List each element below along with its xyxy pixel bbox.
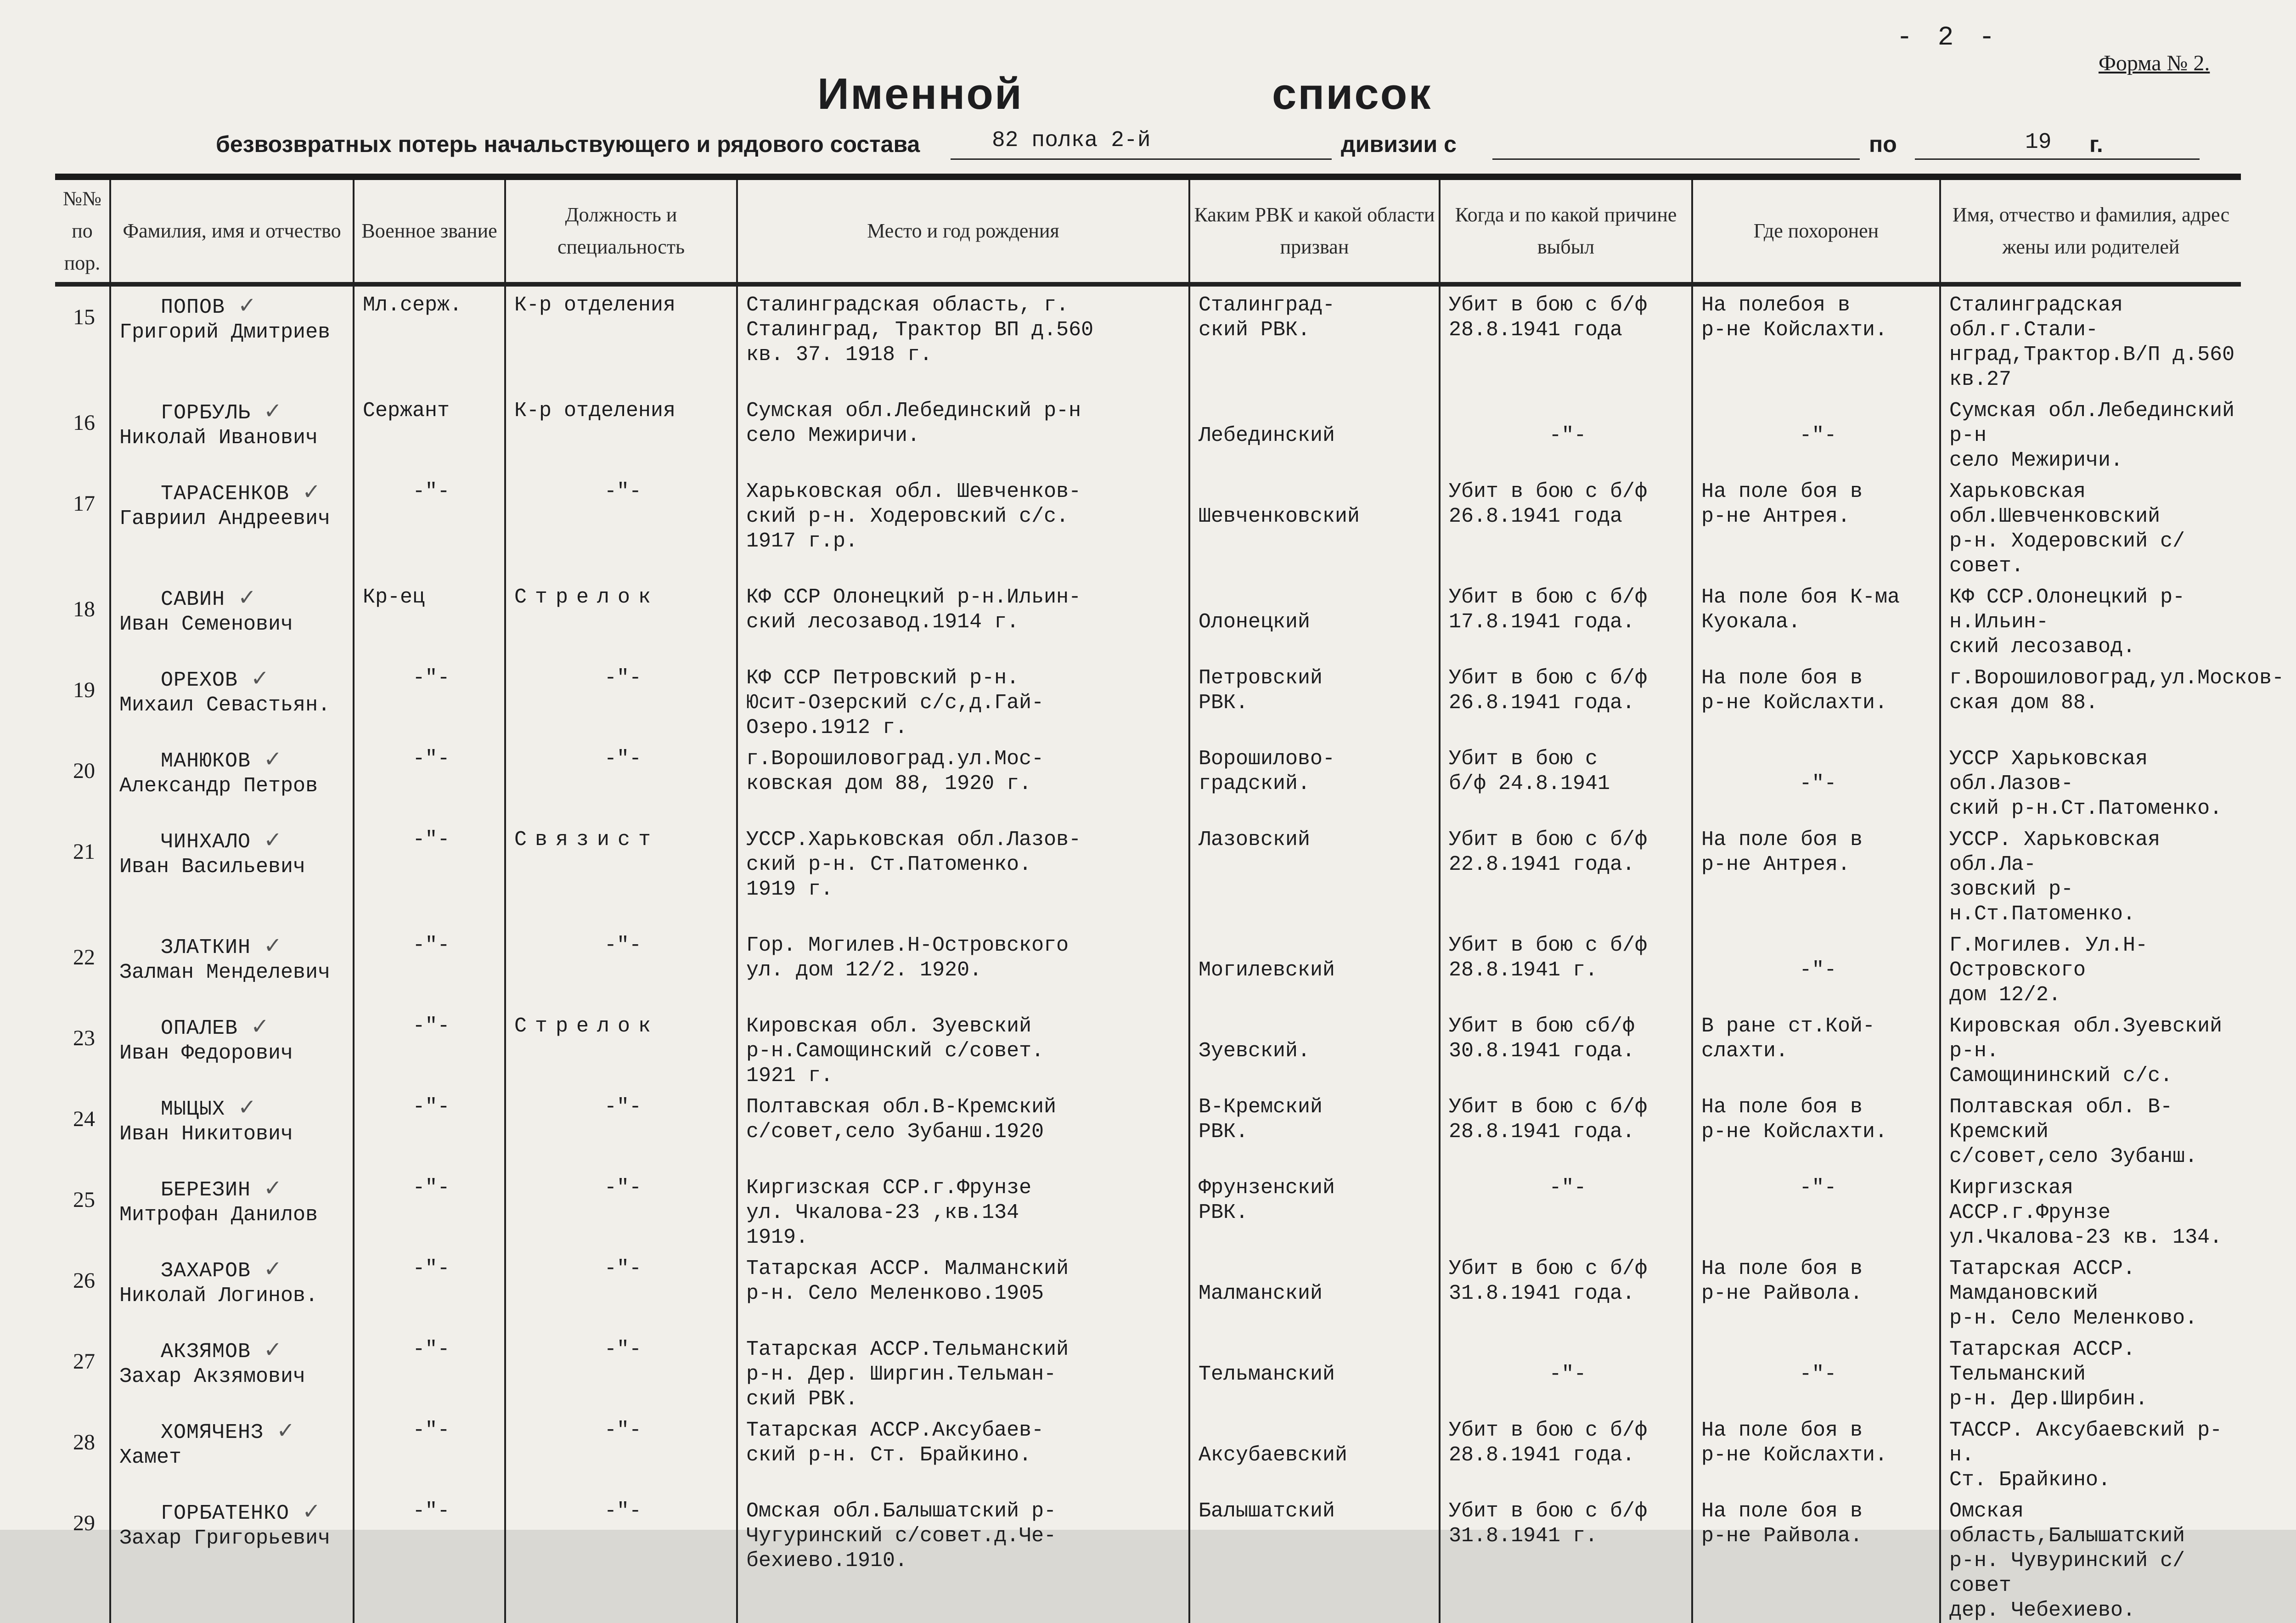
col-header-rank: Военное звание (354, 180, 505, 284)
title-word2: список (1272, 69, 1432, 118)
table-row (55, 1493, 2241, 1623)
rvk-cell: Шевченковский (1189, 473, 1440, 579)
relatives-cell: Г.Могилев. Ул.Н-Островского дом 12/2. (1940, 927, 2241, 1008)
given-names: Николай Логинов. (119, 1284, 318, 1307)
buried-cell: -"- (1692, 1169, 1940, 1250)
reason-cell: Убит в бою с б/ф 28.8.1941 года. (1440, 1412, 1692, 1493)
position-cell: -"- (505, 659, 737, 740)
check-mark-icon: ✓ (264, 1175, 283, 1201)
birth-cell: Гор. Могилев.Н-Островского ул. дом 12/2. 1920. (737, 927, 1189, 1008)
relatives-cell: КФ ССР.Олонецкий р-н.Ильин- ский лесозавод. (1940, 579, 2241, 659)
check-mark-icon: ✓ (264, 1256, 283, 1282)
birth-cell: Харьковская обл. Шевченков- ский р-н. Ходеровский с/с. 1917 г.р. (737, 473, 1189, 579)
buried-cell: На поле боя в р-не Райвола. (1692, 1493, 1940, 1623)
check-mark-icon: ✓ (302, 479, 321, 505)
col-header-reason: Когда и по какой причине выбыл (1440, 180, 1692, 284)
rank-cell: Сержант (354, 392, 505, 473)
buried-cell: На поле боя в р-не Койслахти. (1692, 1088, 1940, 1169)
buried-cell: -"- (1692, 392, 1940, 473)
relatives-cell: Татарская АССР. Мамдановский р-н. Село Меленково. (1940, 1250, 2241, 1331)
year-suffix: г. (2089, 131, 2103, 157)
relatives-cell: Полтавская обл. В-Кремский с/совет,село Зубанш. (1940, 1088, 2241, 1169)
reason-cell: -"- (1440, 1169, 1692, 1250)
reason-cell: -"- (1440, 1331, 1692, 1412)
rvk-cell: Малманский (1189, 1250, 1440, 1331)
rvk-cell: Лазовский (1189, 821, 1440, 927)
birth-cell: Татарская АССР.Аксубаев- ский р-н. Ст. Брайкино. (737, 1412, 1189, 1493)
rank-cell: -"- (354, 1493, 505, 1623)
name-cell (110, 284, 354, 392)
position-cell: -"- (505, 1088, 737, 1169)
subtitle (216, 128, 2122, 168)
birth-cell: Кировская обл. Зуевский р-н.Самощинский с/совет. 1921 г. (737, 1008, 1189, 1088)
position-cell: -"- (505, 927, 737, 1008)
birth-cell: УССР.Харьковская обл.Лазов- ский р-н. Ст.Патоменко. 1919 г. (737, 821, 1189, 927)
table-row (55, 1250, 2241, 1331)
given-names: Михаил Севастьян. (119, 693, 331, 717)
position-cell: -"- (505, 740, 737, 821)
birth-cell: КФ ССР Петровский р-н. Юсит-Озерский с/с,д.Гай- Озеро.1912 г. (737, 659, 1189, 740)
birth-cell: Татарская АССР.Тельманский р-н. Дер. Ширгин.Тельман- ский РВК. (737, 1331, 1189, 1412)
surname: ЧИНХАЛО (161, 830, 251, 854)
form-label: Форма № 2. (2099, 51, 2210, 75)
birth-cell: Омская обл.Балышатский р- Чугуринский с/совет.д.Че- бехиево.1910. (737, 1493, 1189, 1623)
reason-cell: Убит в бою с б/ф 26.8.1941 года. (1440, 659, 1692, 740)
surname: ЗЛАТКИН (161, 936, 251, 959)
row-number: 24 (73, 1107, 95, 1131)
buried-cell: На поле боя К-ма Куокала. (1692, 579, 1940, 659)
given-names: Иван Федорович (119, 1042, 293, 1065)
given-names: Николай Иванович (119, 426, 318, 450)
rank-cell: Мл.серж. (354, 284, 505, 392)
table-row (55, 1169, 2241, 1250)
name-cell (110, 1331, 354, 1412)
given-names: Александр Петров (119, 774, 318, 798)
table-row (55, 392, 2241, 473)
header-row (55, 180, 2241, 284)
position-cell: -"- (505, 1493, 737, 1623)
rank-cell: -"- (354, 740, 505, 821)
to-label: по (1869, 131, 1897, 157)
reason-cell: Убит в бою с б/ф 28.8.1941 г. (1440, 927, 1692, 1008)
rank-cell: -"- (354, 1088, 505, 1169)
table-row (55, 284, 2241, 392)
relatives-cell: Киргизская АССР.г.Фрунзе ул.Чкалова-23 кв. 134. (1940, 1169, 2241, 1250)
position-cell: -"- (505, 1169, 737, 1250)
relatives-cell: Омская область,Балышатский р-н. Чувуринский с/совет дер. Чебехиево. (1940, 1493, 2241, 1623)
name-cell (110, 579, 354, 659)
check-mark-icon: ✓ (264, 827, 283, 853)
buried-cell: На поле боя в р-не Койслахти. (1692, 659, 1940, 740)
name-cell (110, 1169, 354, 1250)
row-number: 29 (73, 1511, 95, 1535)
position-cell: К-р отделения (505, 284, 737, 392)
reason-cell: Убит в бою с б/ф 28.8.1941 года (1440, 284, 1692, 392)
rank-cell: -"- (354, 1008, 505, 1088)
position-cell: Связист (505, 821, 737, 927)
col-header-rvk: Каким РВК и какой области призван (1189, 180, 1440, 284)
rvk-cell: Аксубаевский (1189, 1412, 1440, 1493)
position-cell: -"- (505, 473, 737, 579)
rank-cell: -"- (354, 1412, 505, 1493)
header-rule (55, 174, 2241, 180)
rvk-cell: Зуевский. (1189, 1008, 1440, 1088)
check-mark-icon: ✓ (264, 398, 283, 424)
relatives-cell: Сталинградская обл.г.Стали- нград,Трактор.В/П д.560 кв.27 (1940, 284, 2241, 392)
col-header-name: Фамилия, имя и отчество (110, 180, 354, 284)
position-cell: -"- (505, 1250, 737, 1331)
given-names: Григорий Дмитриев (119, 321, 331, 344)
reason-cell: -"- (1440, 392, 1692, 473)
birth-cell: КФ ССР Олонецкий р-н.Ильин- ский лесозавод.1914 г. (737, 579, 1189, 659)
col-header-birth: Место и год рождения (737, 180, 1189, 284)
relatives-cell: Кировская обл.Зуевский р-н. Самощининский с/с. (1940, 1008, 2241, 1088)
reason-cell: Убит в бою с б/ф 24.8.1941 (1440, 740, 1692, 821)
row-number: 17 (73, 491, 95, 516)
check-mark-icon: ✓ (264, 933, 283, 958)
relatives-cell: Сумская обл.Лебединский р-н село Межиричи. (1940, 392, 2241, 473)
surname: ГОРБУЛЬ (161, 401, 251, 425)
page-number: - 2 - (1896, 23, 2000, 53)
row-number: 22 (73, 945, 95, 969)
position-cell: -"- (505, 1331, 737, 1412)
position-cell: -"- (505, 1412, 737, 1493)
rvk-cell: Ворошилово- градский. (1189, 740, 1440, 821)
check-mark-icon: ✓ (302, 1499, 321, 1524)
name-cell (110, 740, 354, 821)
surname: ХОМЯЧЕНЗ (161, 1421, 264, 1444)
table-row (55, 1331, 2241, 1412)
table-row (55, 1088, 2241, 1169)
check-mark-icon: ✓ (238, 585, 257, 610)
col-header-number: №№ по пор. (55, 180, 110, 284)
col-header-relatives: Имя, отчество и фамилия, адрес жены или родителей (1940, 180, 2241, 284)
surname: ПОПОВ (161, 296, 225, 319)
buried-cell: На поле боя в р-не Райвола. (1692, 1250, 1940, 1331)
position-cell: Стрелок (505, 1008, 737, 1088)
table-row (55, 1412, 2241, 1493)
surname: МАНЮКОВ (161, 750, 251, 773)
name-cell (110, 659, 354, 740)
reason-cell: Убит в бою с б/ф 31.8.1941 года. (1440, 1250, 1692, 1331)
losses-table (55, 180, 2285, 1623)
table-row (55, 740, 2241, 821)
row-number: 15 (73, 305, 95, 329)
given-names: Иван Семенович (119, 613, 293, 636)
rvk-cell: Лебединский (1189, 392, 1440, 473)
rvk-cell: Балышатский (1189, 1493, 1440, 1623)
name-cell (110, 1412, 354, 1493)
surname: ТАРАСЕНКОВ (161, 482, 290, 506)
row-number: 23 (73, 1026, 95, 1050)
relatives-cell: УССР. Харьковская обл.Ла- зовский р-н.Ст.Патоменко. (1940, 821, 2241, 927)
year-fill: 19 (2025, 130, 2052, 155)
reason-cell: Убит в бою с б/ф 28.8.1941 года. (1440, 1088, 1692, 1169)
reason-cell: Убит в бою с б/ф 22.8.1941 года. (1440, 821, 1692, 927)
relatives-cell: г.Ворошиловоград,ул.Москов- ская дом 88. (1940, 659, 2241, 740)
name-cell (110, 821, 354, 927)
reason-cell: Убит в бою с б/ф 17.8.1941 года. (1440, 579, 1692, 659)
relatives-cell: ТАССР. Аксубаевский р-н. Ст. Брайкино. (1940, 1412, 2241, 1493)
table-row (55, 473, 2241, 579)
name-cell (110, 927, 354, 1008)
row-number: 28 (73, 1430, 95, 1454)
given-names: Залман Менделевич (119, 961, 331, 984)
buried-cell: На поле боя в р-не Антрея. (1692, 473, 1940, 579)
title-word1: Именной (817, 69, 1024, 118)
given-names: Иван Васильевич (119, 855, 306, 879)
birth-cell: Татарская АССР. Малманский р-н. Село Меленково.1905 (737, 1250, 1189, 1331)
surname: БЕРЕЗИН (161, 1178, 251, 1202)
rank-cell: -"- (354, 927, 505, 1008)
given-names: Гавриил Андреевич (119, 507, 331, 530)
row-number: 20 (73, 759, 95, 783)
given-names: Хамет (119, 1446, 182, 1469)
buried-cell: На полебоя в р-не Койслахти. (1692, 284, 1940, 392)
rank-cell: Кр-ец (354, 579, 505, 659)
regiment-fill: 82 полка 2-й (992, 128, 1151, 153)
rvk-cell: Тельманский (1189, 1331, 1440, 1412)
surname: ОРЕХОВ (161, 669, 238, 692)
check-mark-icon: ✓ (238, 1094, 257, 1120)
birth-cell: Полтавская обл.В-Кремский с/совет,село Зубанш.1920 (737, 1088, 1189, 1169)
division-label: дивизии с (1341, 131, 1457, 157)
check-mark-icon: ✓ (251, 1014, 270, 1039)
table-row (55, 1008, 2241, 1088)
buried-cell: В ране ст.Кой- слахти. (1692, 1008, 1940, 1088)
table-row (55, 927, 2241, 1008)
name-cell (110, 392, 354, 473)
position-cell: Стрелок (505, 579, 737, 659)
rvk-cell: Сталинград- ский РВК. (1189, 284, 1440, 392)
rvk-cell: Могилевский (1189, 927, 1440, 1008)
reason-cell: Убит в бою с б/ф 26.8.1941 года (1440, 473, 1692, 579)
rvk-cell: Олонецкий (1189, 579, 1440, 659)
check-mark-icon: ✓ (276, 1418, 296, 1443)
given-names: Захар Григорьевич (119, 1527, 331, 1550)
surname: АКЗЯМОВ (161, 1340, 251, 1364)
rank-cell: -"- (354, 1331, 505, 1412)
row-number: 26 (73, 1268, 95, 1293)
birth-cell: г.Ворошиловоград.ул.Мос- ковская дом 88, 1920 г. (737, 740, 1189, 821)
reason-cell: Убит в бою с б/ф 31.8.1941 г. (1440, 1493, 1692, 1623)
rank-cell: -"- (354, 821, 505, 927)
buried-cell: -"- (1692, 1331, 1940, 1412)
table-row (55, 659, 2241, 740)
relatives-cell: УССР Харьковская обл.Лазов- ский р-н.Ст.Патоменко. (1940, 740, 2241, 821)
surname: САВИН (161, 588, 225, 611)
buried-cell: -"- (1692, 740, 1940, 821)
col-header-buried: Где похоронен (1692, 180, 1940, 284)
rvk-cell: Фрунзенский РВК. (1189, 1169, 1440, 1250)
name-cell (110, 1008, 354, 1088)
buried-cell: -"- (1692, 927, 1940, 1008)
row-number: 21 (73, 840, 95, 864)
relatives-cell: Татарская АССР. Тельманский р-н. Дер.Ширбин. (1940, 1331, 2241, 1412)
rank-cell: -"- (354, 473, 505, 579)
given-names: Захар Акзямович (119, 1365, 306, 1388)
rank-cell: -"- (354, 659, 505, 740)
check-mark-icon: ✓ (251, 665, 270, 691)
col-header-position: Должность и специальность (505, 180, 737, 284)
name-cell (110, 1250, 354, 1331)
check-mark-icon: ✓ (264, 1337, 283, 1363)
row-number: 18 (73, 597, 95, 621)
subtitle-prefix: безвозвратных потерь начальствующего и рядового состава (216, 131, 920, 157)
check-mark-icon: ✓ (264, 746, 283, 772)
surname: ГОРБАТЕНКО (161, 1502, 290, 1525)
buried-cell: На поле боя в р-не Койслахти. (1692, 1412, 1940, 1493)
name-cell (110, 1088, 354, 1169)
given-names: Иван Никитович (119, 1122, 293, 1146)
row-number: 19 (73, 678, 95, 702)
birth-cell: Сталинградская область, г. Сталинград, Трактор ВП д.560 кв. 37. 1918 г. (737, 284, 1189, 392)
relatives-cell: Харьковская обл.Шевченковский р-н. Ходеровский с/совет. (1940, 473, 2241, 579)
check-mark-icon: ✓ (238, 293, 257, 318)
reason-cell: Убит в бою сб/ф 30.8.1941 года. (1440, 1008, 1692, 1088)
name-cell (110, 473, 354, 579)
rank-cell: -"- (354, 1169, 505, 1250)
row-number: 27 (73, 1349, 95, 1374)
table-row (55, 579, 2241, 659)
birth-cell: Сумская обл.Лебединский р-н село Межиричи. (737, 392, 1189, 473)
birth-cell: Киргизская ССР.г.Фрунзе ул. Чкалова-23 ,кв.134 1919. (737, 1169, 1189, 1250)
rvk-cell: Петровский РВК. (1189, 659, 1440, 740)
buried-cell: На поле боя в р-не Антрея. (1692, 821, 1940, 927)
surname: МЫЦЫХ (161, 1098, 225, 1121)
rvk-cell: В-Кремский РВК. (1189, 1088, 1440, 1169)
position-cell: К-р отделения (505, 392, 737, 473)
rank-cell: -"- (354, 1250, 505, 1331)
row-number: 25 (73, 1188, 95, 1212)
row-number: 16 (73, 411, 95, 435)
name-cell (110, 1493, 354, 1623)
table-row (55, 821, 2241, 927)
given-names: Митрофан Данилов (119, 1203, 318, 1227)
surname: ЗАХАРОВ (161, 1259, 251, 1283)
surname: ОПАЛЕВ (161, 1017, 238, 1040)
